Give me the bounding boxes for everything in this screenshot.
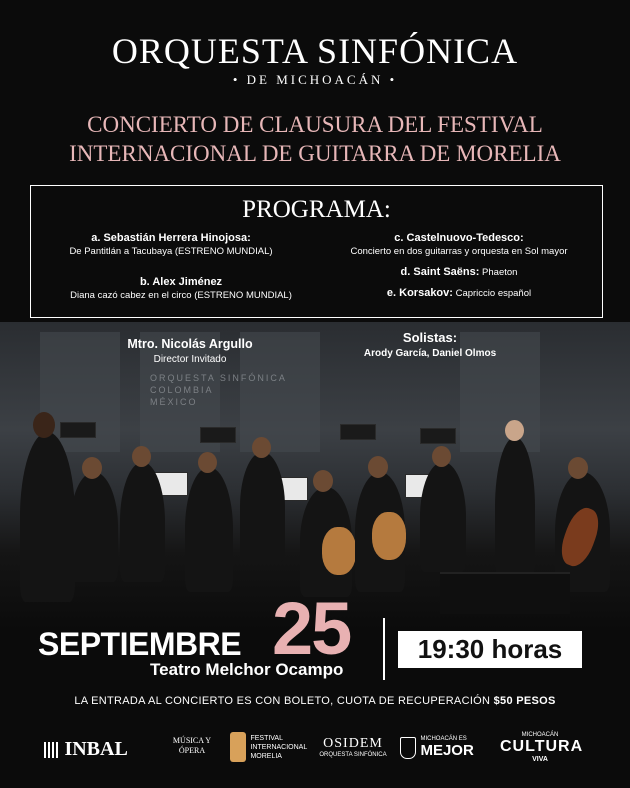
- michoacan-text: MICHOACÁN ES: [420, 736, 467, 742]
- ticket-text: LA ENTRADA AL CONCIERTO ES CON BOLETO, CUOTA DE RECUPERACIÓN: [74, 695, 491, 707]
- inbal-logo: [44, 738, 128, 761]
- musician-head: [313, 470, 333, 492]
- conductor-figure: [495, 437, 535, 577]
- michoacan-crest-icon: [400, 737, 416, 759]
- musician: [185, 467, 233, 592]
- guitar: [322, 527, 356, 575]
- musician-head: [82, 457, 102, 479]
- conductor-role: Director Invitado: [153, 354, 227, 365]
- program-work: Concierto en dos guitarras y orquesta en Sol mayor: [350, 246, 568, 257]
- musician-head: [505, 420, 524, 441]
- musician: [20, 432, 75, 602]
- musician: [120, 462, 165, 582]
- wall-lettering: ORQUESTA SINFÓNICA COLOMBIA MÉXICO: [150, 373, 287, 407]
- orchestra-subtitle: • DE MICHOACÁN •: [232, 72, 398, 87]
- ticket-price: $50 PESOS: [493, 695, 556, 707]
- guitar-icon: [230, 732, 246, 762]
- podium: [440, 572, 570, 614]
- program-composer: c. Castelnuovo-Tedesco:: [394, 232, 524, 244]
- music-stand: [60, 422, 96, 438]
- musician-head: [132, 446, 151, 467]
- conductor-name: Mtro. Nicolás Argullo: [127, 337, 253, 351]
- event-time: 19:30 horas: [398, 631, 582, 668]
- musician-head: [568, 457, 588, 479]
- soloists-names: Arody García, Daniel Olmos: [363, 348, 497, 359]
- music-stand: [340, 424, 376, 440]
- osidem-text: OSIDEM: [323, 736, 383, 751]
- program-work: Capriccio español: [455, 288, 532, 299]
- event-day: 25: [272, 587, 351, 670]
- program-item-b: [41, 276, 321, 302]
- program-item-d: [319, 266, 599, 279]
- cultura-text: CULTURA: [500, 738, 584, 755]
- program-work: De Pantitlán a Tacubaya (ESTRENO MUNDIAL): [69, 246, 273, 257]
- sponsor-logos: [0, 730, 630, 770]
- michoacan-mejor-text: [420, 736, 473, 759]
- program-box: [30, 185, 603, 318]
- music-stand: [200, 427, 236, 443]
- guitar: [372, 512, 406, 560]
- music-stand: [420, 428, 456, 444]
- osidem-logo: [318, 736, 388, 758]
- musician: [70, 472, 118, 582]
- festival-logo: [230, 732, 307, 762]
- soloists-credit: [330, 330, 530, 359]
- concert-title: [0, 110, 630, 168]
- event-venue: Teatro Melchor Ocampo: [150, 660, 344, 679]
- ticket-info: [0, 695, 630, 707]
- conductor-credit: [90, 337, 290, 365]
- program-composer: a. Sebastián Herrera Hinojosa:: [91, 232, 251, 244]
- inbal-text: INBAL: [64, 738, 128, 760]
- michoacan-mejor-logo: [400, 736, 474, 759]
- program-item-c: [319, 232, 599, 258]
- program-composer: d. Saint Saëns:: [400, 266, 480, 278]
- musician-head: [252, 437, 271, 458]
- concert-title-line2: INTERNACIONAL DE GUITARRA DE MORELIA: [69, 141, 561, 166]
- event-month: SEPTIEMBRE: [38, 626, 242, 662]
- program-heading: PROGRAMA:: [242, 196, 391, 223]
- musician-head: [432, 446, 451, 467]
- musician: [420, 462, 466, 572]
- program-work: Diana cazó cabez en el circo (ESTRENO MUNDIAL): [70, 290, 292, 301]
- program-item-a: [41, 232, 301, 258]
- inbal-icon: [44, 742, 60, 758]
- soloists-heading: Solistas:: [402, 330, 458, 345]
- concert-title-line1: CONCIERTO DE CLAUSURA DEL FESTIVAL: [87, 112, 543, 137]
- cultura-top-text: MICHOACÁN: [521, 732, 559, 738]
- orchestra-title: ORQUESTA SINFÓNICA: [111, 31, 519, 71]
- musician-head: [368, 456, 388, 478]
- musician-head: [33, 412, 55, 438]
- musician-head: [198, 452, 217, 473]
- mejor-text: MEJOR: [420, 742, 474, 759]
- program-composer: e. Korsakov:: [386, 287, 453, 299]
- festival-text: FESTIVAL INTERNACIONAL MORELIA: [250, 734, 307, 760]
- cultura-bottom-text: VIVA: [532, 756, 548, 763]
- divider: [383, 618, 385, 680]
- musica-opera-logo: MÚSICA Y ÓPERA: [172, 736, 212, 755]
- orchestra-photo: [0, 322, 630, 630]
- cultura-viva-logo: [500, 732, 584, 763]
- program-item-e: [319, 287, 599, 300]
- program-work: Phaeton: [482, 267, 518, 278]
- musician: [240, 452, 285, 562]
- program-composer: b. Alex Jiménez: [139, 276, 223, 288]
- osidem-subtext: ORQUESTA SINFÓNICA: [319, 752, 387, 758]
